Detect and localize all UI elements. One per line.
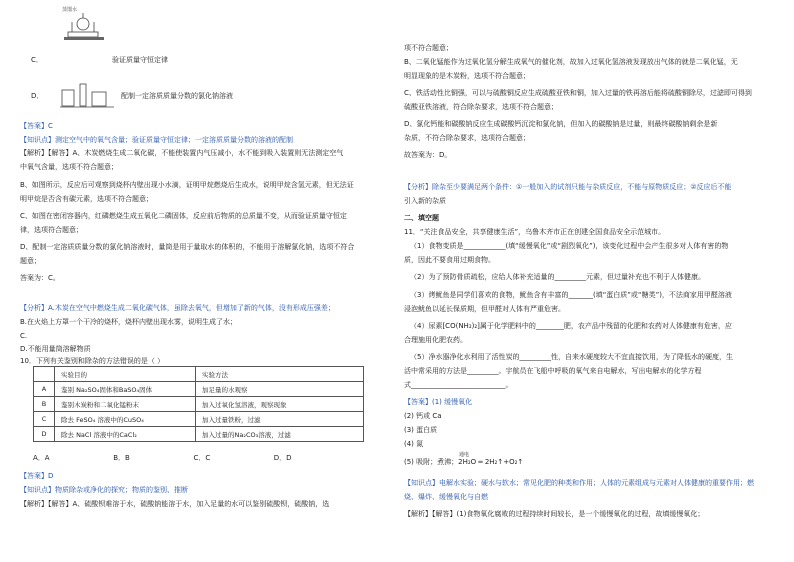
explanation-9-line: 中氧气含量，选项不符合题意；	[20, 163, 118, 171]
table-cell-option: A	[34, 382, 55, 397]
option-c-text: 验证质量守恒定律	[112, 56, 168, 64]
choice-b: B．B	[113, 454, 130, 462]
explanation-10-line: 硫酸亚铁溶液，符合除杂要求，选项不符合题意；	[404, 103, 558, 111]
question-11-line: （3）烤鱿鱼是同学们喜欢的食物，鱿鱼含有丰富的_______(填“蛋白质”或“糖类”)，不法商家用甲醛溶液	[410, 291, 732, 299]
question-11: 11．“关注食品安全，共享健康生活”，乌鲁木齐市正在创建全国食品安全示范城市。	[404, 228, 666, 236]
table-cell-purpose: 鉴别 Na₂SO₄固体和BaSO₄固体	[55, 382, 196, 397]
question-11-line: 浸泡鱿鱼以延长保质期，但甲醛对人体有严重危害。	[404, 305, 565, 313]
knowledge-point-10: 【知识点】物质除杂或净化的探究；物质的鉴别、推断	[20, 486, 188, 494]
analysis-9-line: B.在火焰上方罩一个干冷的烧杯，烧杯内壁出现水雾，说明生成了水；	[20, 318, 238, 326]
table-cell-method: 加入过量的Na₂CO₃溶液，过滤	[196, 427, 364, 442]
analysis-9-line: 【分析】A.木炭在空气中燃烧生成二氧化碳气体，虽除去氧气，但增加了新的气体，没有形成压强差；	[20, 304, 335, 312]
question-11-line: （5）净水器净化水利用了活性炭的_________性，自来水硬度较大不宜直接饮用，为了降低水的硬度，生	[410, 353, 733, 361]
answer-11-line: (5) 吸附；煮沸；2H₂O ═ 2H₂↑+O₂↑	[404, 458, 524, 466]
choice-a: A．A	[33, 454, 50, 462]
explanation-9-line: C、如图在密闭容器内，红磷燃烧生成五氧化二磷固体，反应前后物质的总质量不变，从而验证质量守恒定	[20, 212, 347, 220]
table-cell-method: 加入过量铁粉，过滤	[196, 412, 364, 427]
question-11-line: （2）为了预防骨质疏松，应给人体补充适量的_________元素，但过量补充也不利于人体健康。	[410, 273, 705, 281]
table-cell-purpose: 除去 NaCl 溶液中的CaCl₂	[55, 427, 196, 442]
explanation-11-line: 【解析】【解答】(1)食物氧化腐败的过程持续时间较长，是一个缓慢氧化的过程，故填缓慢氧化；	[404, 510, 705, 518]
table-row	[34, 382, 364, 397]
solution-prep-figure	[58, 80, 118, 110]
question-11-line: 活中常采用的方法是_________。宇航员在飞船中呼吸的氧气来自电解水，写出电解水的化学方程	[404, 367, 702, 375]
option-d-text: 配制一定溶质质量分数的氯化钠溶液	[121, 92, 233, 100]
answer-9: 【答案】C	[20, 122, 53, 130]
explanation-9-line: 明甲烷是否含有碳元素，选项不符合题意；	[20, 195, 153, 203]
explanation-10-line: D、氯化钙能和碳酸钠反应生成碳酸钙沉淀和氯化钠，但加入的碳酸钠是过量，则最终碳酸钠剩余是新	[404, 120, 718, 128]
knowledge-point-11: 【知识点】电解水实验；硬水与软水；常见化肥的种类和作用；人体的元素组成与元素对人体健康的重要作用；燃	[404, 479, 754, 487]
answer-11-line: (3) 蛋白质	[404, 426, 438, 434]
choice-d: D．D	[273, 454, 292, 462]
knowledge-point-11: 烧、爆炸、缓慢氧化与自燃	[404, 493, 488, 501]
figure-label: 蒸馏水	[62, 7, 78, 13]
table-row	[34, 412, 364, 427]
explanation-9-line: 律，选项符合题意；	[20, 226, 83, 234]
option-c-letter: C．	[31, 56, 43, 64]
table-cell-purpose: 鉴别木炭粉和二氧化锰粉末	[55, 397, 196, 412]
table-row	[34, 397, 364, 412]
table-row	[34, 427, 364, 442]
explanation-9-line: D、配制一定溶质质量分数的氯化钠溶液时，量筒是用于量取水的体积的，不能用于溶解氯化钠，选项不符合	[20, 243, 355, 251]
table-cell-option: B	[34, 397, 55, 412]
section-heading: 二、填空题	[404, 214, 439, 222]
table-header-row	[34, 367, 364, 382]
table-cell-method: 加入过氧化氢溶液，观察现象	[196, 397, 364, 412]
analysis-10-line: 引入新的杂质	[404, 197, 446, 205]
question-11-line: 合理施用化肥农药。	[404, 336, 467, 344]
mass-conservation-figure	[58, 4, 114, 42]
table-cell-option: C	[34, 412, 55, 427]
reaction-condition: 通电	[459, 452, 470, 458]
question-11-line: 式___________________________。	[404, 381, 513, 389]
answer-11-line: 【答案】(1) 缓慢氧化	[404, 398, 473, 406]
choice-c: C．C	[193, 454, 211, 462]
question-10-table	[33, 366, 364, 442]
explanation-10-line: C、铁活动性比铜强，可以与硫酸铜反应生成硫酸亚铁和铜，加入过量的铁再溶后能将硫酸铜除尽，过滤即可得到	[404, 89, 752, 97]
explanation-9-line: 题意；	[20, 257, 41, 265]
explanation-9-line: B、如图所示，反应后可观察到烧杯内壁出现小水滴，证明甲烷燃烧后生成水，说明甲烷含氢元素，但无法证	[20, 181, 354, 189]
explanation-10-line: 故答案为：D。	[404, 151, 452, 159]
question-11-line: （4）尿素[CO(NH₂)₂]属于化学肥料中的________肥，农产品中残留的化肥和农药对人体健康有危害，应	[410, 322, 732, 330]
knowledge-point-9: 【知识点】测定空气中的氧气含量；验证质量守恒定律；一定溶质质量分数的溶液的配制	[20, 136, 293, 144]
question-10: 10．下列有关鉴别和除杂的方法错误的是（ ）	[20, 357, 165, 365]
option-d-letter: D．	[31, 92, 44, 100]
explanation-10-line: 项不符合题意；	[404, 44, 453, 52]
question-11-line: （1）食物变质是____________(填“缓慢氧化”或“剧烈氧化”)，该变化过程中会产生很多对人体有害的物	[410, 242, 729, 250]
explanation-9-line: 答案为：C。	[20, 274, 60, 282]
table-cell-purpose: 除去 FeSO₄ 溶液中的CuSO₄	[55, 412, 196, 427]
analysis-9-line: C.	[20, 332, 28, 340]
explanation-10-line: 杂质，不符合除杂要求，选项符合题意；	[404, 134, 530, 142]
question-11-line: 质，因此不要食用过期食物。	[404, 256, 495, 264]
answer-11-line: (4) 氮	[404, 440, 424, 448]
table-header-method: 实验方法	[196, 367, 364, 382]
explanation-10-line: 【解析】【解答】A、硫酸钡难溶于水，硫酸钠能溶于水，加入足量的水可以鉴别硫酸钡，硫酸钠，选	[20, 500, 330, 508]
table-cell-option: D	[34, 427, 55, 442]
table-cell-method: 加足量的水观察	[196, 382, 364, 397]
answer-10: 【答案】D	[20, 472, 54, 480]
question-10-choices	[33, 454, 352, 463]
explanation-10-line: 明显现象的是木炭粉，选项不符合题意；	[404, 72, 530, 80]
answer-11-line: (2) 钙或 Ca	[404, 412, 442, 420]
explanation-9-line: 【解析】【解答】A、木炭燃烧生成二氧化碳，不能使装置内气压减小，水不能到吸入装置则无法测定空气	[20, 149, 344, 157]
analysis-10-line: 【分析】除杂至少要满足两个条件：①一般加入的试剂只能与杂质反应，不能与原物质反应；②反应后不能	[404, 183, 732, 191]
analysis-9-line: D.不能用量筒溶解物质	[20, 345, 91, 353]
explanation-10-line: B、二氧化锰能作为过氧化氢分解生成氧气的催化剂，故加入过氧化氢溶液发现放出气体的就是二氧化锰，无	[404, 58, 738, 66]
table-header-purpose: 实验目的	[55, 367, 196, 382]
